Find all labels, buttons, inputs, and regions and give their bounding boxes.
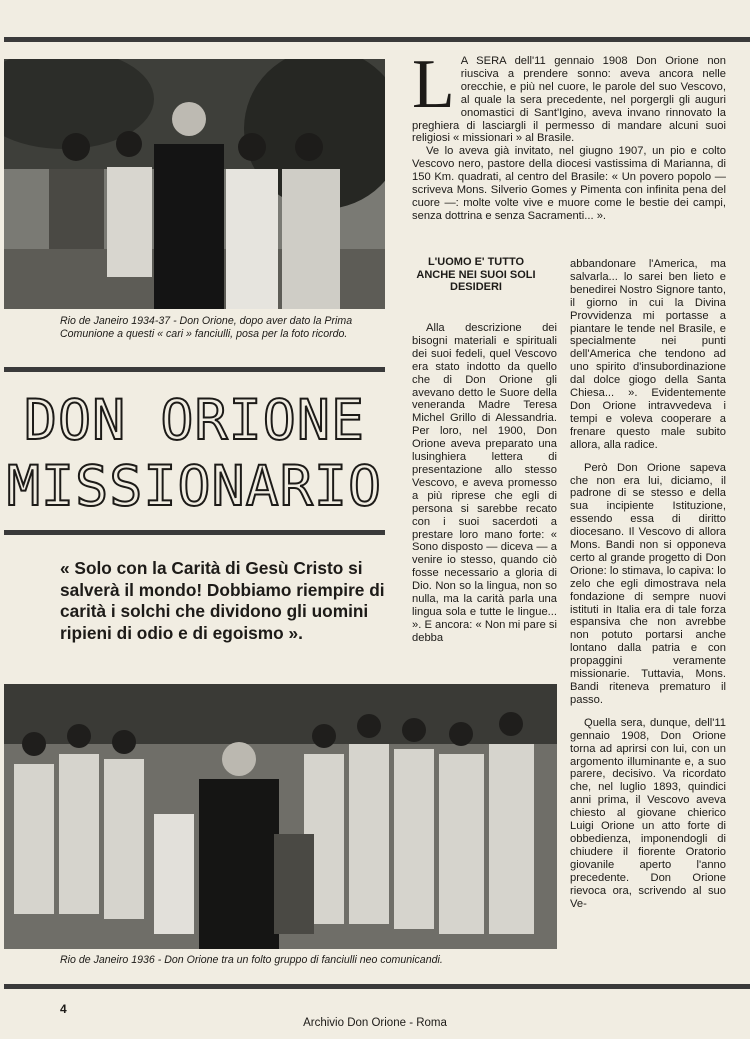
intro-paragraph-1: A SERA dell'11 gennaio 1908 Don Orione non riusciva a prendere sonno: aveva ancora nelle orecchie, e più nel cuore, le parole del suo Vescovo, al quale la sera precedente, nel porgergli gli auguri onomastici di Sant'Igino, aveva invano rinnovato la preghiera di lasciargli il permesso di mandare alcuni suoi religiosi « missionari » al Brasile. <box>412 55 726 145</box>
intro-paragraph-2: Ve lo aveva già invitato, nel giugno 1907, un pio e colto Vescovo nero, pastore della diocesi vastissima di Marianna, di 150 Km. quadrati, al centro del Brasile: « Un povero popolo — scriveva Mons. Silverio Gomes y Pimenta con infinita pena del cuore —: molte volte vive e muore come le bestie dei campi, senza dottrina e senza Sacramenti... ». <box>412 145 726 222</box>
drop-cap: L <box>412 46 455 123</box>
bottom-photo <box>4 684 557 949</box>
section-subhead: L'UOMO E' TUTTO ANCHE NEI SUOI SOLI DESIDERI <box>416 256 536 293</box>
pull-quote: « Solo con la Carità di Gesù Cristo si salverà il mondo! Dobbiamo riempire di carità i solchi che dividono gli uomini ripieni di odio e di egoismo ». <box>60 558 385 643</box>
intro-text <box>412 46 726 223</box>
column-right-paragraph-2: Però Don Orione sapeva che non era lui, diciamo, il padrone di se stesso e della sua incipiente Istituzione, essendo essa di diritto diocesano. Il Vescovo di allora Mons. Bandi non si opponeva certo al grande progetto di Don Orione: lo stimava, lo capiva: lo zelo che egli dimostrava nela fondazione di sempre nuovi istituti in Italia era di tale forza espansiva che non avrebbe non potuto portarsi anche lontano dalla patria e con propaggini veramente missionarie. Tuttavia, Mons. Bandi riteneva prematuro il passo. <box>570 461 726 706</box>
column-left-paragraph: Alla descrizione dei bisogni materiali e spirituali dei suoi fedeli, quel Vescovo era stato indotto da quello che di Don Orione gli avevano detto le Suore della veneranda Madre Teresa Michel Grillo di Alessandria. Per loro, nel 1900, Don Orione aveva preparato una lusinghiera lettera di presentazione allo stesso Vescovo, e aveva promesso a più riprese che egli di persona si sarebbe recato con i suoi sacerdoti a prestare loro mano forte: « Sono disposto — diceva — a venire io stesso, quando ciò fosse necessario a gloria di Dio. Non so la lingua, non so nulla, ma la carità parla una lingua sola e tutte le lingue... ». E ancora: « Non mi pare si debba <box>412 322 557 644</box>
top-rule <box>4 37 750 42</box>
title-rule-bottom <box>4 530 385 535</box>
column-right-paragraph-1: abbandonare l'America, ma salvarla... lo sarei ben lieto e benedirei Nostro Signore tanto, il giorno in cui la Divina Provvidenza mi portasse a piantare le tende nel Brasile, e specialmente nei punti dell'America che tendono ad uno spirito d'insubordinazione dal dolce giogo della Santa Chiesa... ». Evidentemente Don Orione intravvedeva i tempi e voleva cooperare a frenare questo male subito allora, alla radice. <box>570 258 726 451</box>
page-number: 4 <box>60 1002 67 1016</box>
title-line-1: DON ORIONE <box>23 388 366 452</box>
title-rule-top <box>4 367 385 372</box>
bottom-photo-caption: Rio de Janeiro 1936 - Don Orione tra un folto gruppo di fanciulli neo comunicandi. <box>60 954 443 966</box>
bottom-rule <box>4 984 750 989</box>
column-right <box>570 258 726 910</box>
title-line-2: MISSIONARIO <box>6 454 383 518</box>
archive-footer: Archivio Don Orione - Roma <box>303 1017 447 1029</box>
column-right-paragraph-3: Quella sera, dunque, dell'11 gennaio 1908, Don Orione torna ad aprirsi con lui, con un argomento illuminante e, a suo parere, decisivo. Va ricordato che, nel luglio 1893, quindici anni prima, il Vescovo aveva chiesto al giovane chierico Luigi Orione un atto forte di obbedienza, imponendogli di chiudere il fiorente Oratorio giovanile aperto l'anno precedente. Don Orione rievoca ora, scrivendo al suo Ve- <box>570 716 726 910</box>
column-left <box>412 322 557 645</box>
top-photo <box>4 59 385 309</box>
top-photo-caption: Rio de Janeiro 1934-37 - Don Orione, dopo aver dato la Prima Comunione a questi « cari » fanciulli, posa per la foto ricordo. <box>60 315 353 340</box>
